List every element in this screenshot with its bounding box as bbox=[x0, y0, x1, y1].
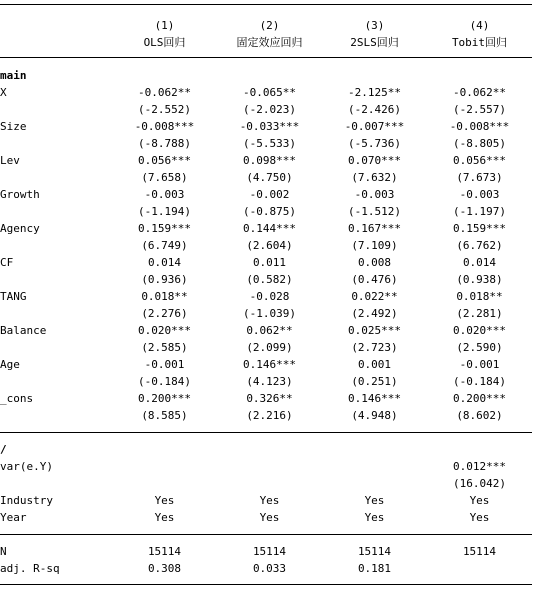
col-number-4: (4) bbox=[469, 19, 490, 32]
coef-row bbox=[0, 390, 532, 407]
tstat-cell: (-0.184) bbox=[453, 375, 506, 388]
tstat-cell: (-0.875) bbox=[243, 205, 296, 218]
tstat-row bbox=[0, 305, 532, 322]
row-label: Age bbox=[0, 358, 20, 371]
coef-cell: 0.326** bbox=[246, 392, 293, 405]
coef-cell: 0.056*** bbox=[138, 154, 191, 167]
row-label: N bbox=[0, 545, 7, 558]
tstat-row bbox=[0, 135, 532, 152]
coefficient-table bbox=[0, 67, 532, 424]
tstat-cell: (8.602) bbox=[456, 409, 503, 422]
coef-cell: 0.159*** bbox=[453, 222, 506, 235]
coef-cell: 0.167*** bbox=[348, 222, 401, 235]
tstat-cell: (-2.426) bbox=[348, 103, 401, 116]
tstat-cell: (0.936) bbox=[141, 273, 188, 286]
row-label: _cons bbox=[0, 392, 34, 405]
row-label: Size bbox=[0, 120, 27, 133]
row-label: TANG bbox=[0, 290, 27, 303]
table-row: (16.042) bbox=[453, 477, 506, 490]
coef-cell: 0.098*** bbox=[243, 154, 296, 167]
coef-cell: -0.002 bbox=[249, 188, 290, 201]
tstat-row bbox=[0, 271, 532, 288]
tstat-cell: (4.948) bbox=[351, 409, 398, 422]
coef-cell: -0.028 bbox=[249, 290, 290, 303]
coef-cell: 0.144*** bbox=[243, 222, 296, 235]
stats-table bbox=[0, 543, 532, 577]
tstat-cell: (6.762) bbox=[456, 239, 503, 252]
table-row: Industry Yes Yes Yes Yes bbox=[0, 494, 490, 507]
coef-row bbox=[0, 220, 532, 237]
table-row: N 15114 15114 15114 15114 bbox=[0, 545, 497, 558]
tstat-cell: (0.582) bbox=[246, 273, 293, 286]
tstat-cell: (2.281) bbox=[456, 307, 503, 320]
row-label: Lev bbox=[0, 154, 20, 167]
row-label: Growth bbox=[0, 188, 40, 201]
tstat-cell: (7.109) bbox=[351, 239, 398, 252]
coef-cell: 0.146*** bbox=[243, 358, 296, 371]
coef-cell: 0.018** bbox=[456, 290, 503, 303]
coef-cell: -0.003 bbox=[459, 188, 500, 201]
table-row: var(e.Y) 0.012*** bbox=[0, 460, 506, 473]
bottom-rule bbox=[0, 584, 532, 585]
stats-rule bbox=[0, 534, 532, 535]
col-model-1: OLS回归 bbox=[143, 36, 186, 49]
coef-cell: -0.008*** bbox=[134, 120, 195, 133]
top-rule bbox=[0, 4, 532, 5]
coef-cell: 0.200*** bbox=[453, 392, 506, 405]
coef-row bbox=[0, 356, 532, 373]
tstat-cell: (0.476) bbox=[351, 273, 398, 286]
section-slash-label: / bbox=[0, 443, 7, 456]
row-label: X bbox=[0, 86, 7, 99]
coef-cell: 0.146*** bbox=[348, 392, 401, 405]
coef-cell: -0.007*** bbox=[344, 120, 405, 133]
coef-cell: -0.065** bbox=[243, 86, 296, 99]
tstat-cell: (-1.197) bbox=[453, 205, 506, 218]
coef-row bbox=[0, 118, 532, 135]
tstat-cell: (4.750) bbox=[246, 171, 293, 184]
coef-row bbox=[0, 288, 532, 305]
col-number-2: (2) bbox=[259, 19, 280, 32]
coef-cell: 0.014 bbox=[147, 256, 182, 269]
coef-row bbox=[0, 322, 532, 339]
tstat-row bbox=[0, 373, 532, 390]
section-main-label: main bbox=[0, 69, 27, 82]
row-label: CF bbox=[0, 256, 14, 269]
coef-row bbox=[0, 84, 532, 101]
coef-cell: 0.025*** bbox=[348, 324, 401, 337]
tstat-row bbox=[0, 407, 532, 424]
coef-cell: 0.008 bbox=[357, 256, 392, 269]
tstat-cell: (-8.788) bbox=[138, 137, 191, 150]
coef-cell: 0.200*** bbox=[138, 392, 191, 405]
col-model-2: 固定效应回归 bbox=[236, 36, 303, 49]
tstat-cell: (7.673) bbox=[456, 171, 503, 184]
column-header bbox=[0, 17, 532, 51]
row-label: Agency bbox=[0, 222, 40, 235]
header-rule bbox=[0, 57, 532, 58]
tstat-cell: (0.251) bbox=[351, 375, 398, 388]
coef-row bbox=[0, 186, 532, 203]
coef-cell: 0.014 bbox=[462, 256, 497, 269]
coef-cell: 0.070*** bbox=[348, 154, 401, 167]
tstat-row bbox=[0, 169, 532, 186]
coef-cell: -0.003 bbox=[354, 188, 395, 201]
coef-cell: 0.018** bbox=[141, 290, 188, 303]
table-row: adj. R-sq 0.308 0.033 0.181 bbox=[0, 562, 392, 575]
coef-cell: 0.062** bbox=[246, 324, 293, 337]
tstat-cell: (4.123) bbox=[246, 375, 293, 388]
tstat-row bbox=[0, 203, 532, 220]
coef-cell: -2.125** bbox=[348, 86, 401, 99]
tstat-cell: (2.492) bbox=[351, 307, 398, 320]
tstat-cell: (-2.023) bbox=[243, 103, 296, 116]
col-model-4: Tobit回归 bbox=[451, 36, 508, 49]
coef-cell: -0.062** bbox=[453, 86, 506, 99]
tstat-cell: (7.632) bbox=[351, 171, 398, 184]
tstat-cell: (-0.184) bbox=[138, 375, 191, 388]
coef-cell: -0.033*** bbox=[239, 120, 300, 133]
tstat-row bbox=[0, 339, 532, 356]
row-label: Balance bbox=[0, 324, 47, 337]
coef-row bbox=[0, 254, 532, 271]
coef-cell: -0.001 bbox=[144, 358, 185, 371]
table-row: Year Yes Yes Yes Yes bbox=[0, 511, 490, 524]
coef-cell: 0.159*** bbox=[138, 222, 191, 235]
col-number-3: (3) bbox=[364, 19, 385, 32]
coef-cell: -0.062** bbox=[138, 86, 191, 99]
coef-cell: -0.001 bbox=[459, 358, 500, 371]
tstat-cell: (-2.557) bbox=[453, 103, 506, 116]
tstat-cell: (0.938) bbox=[456, 273, 503, 286]
coef-cell: 0.022** bbox=[351, 290, 398, 303]
tstat-cell: (-8.805) bbox=[453, 137, 506, 150]
tstat-cell: (-1.039) bbox=[243, 307, 296, 320]
tstat-cell: (-1.512) bbox=[348, 205, 401, 218]
section-rule bbox=[0, 432, 532, 433]
tstat-cell: (-5.736) bbox=[348, 137, 401, 150]
tstat-cell: (2.216) bbox=[246, 409, 293, 422]
row-label: adj. R-sq bbox=[0, 562, 60, 575]
col-model-3: 2SLS回归 bbox=[350, 36, 399, 49]
row-label: var(e.Y) bbox=[0, 460, 53, 473]
tstat-cell: (2.604) bbox=[246, 239, 293, 252]
coef-cell: 0.011 bbox=[252, 256, 287, 269]
tstat-cell: (2.723) bbox=[351, 341, 398, 354]
tstat-cell: (2.585) bbox=[141, 341, 188, 354]
coef-cell: -0.008*** bbox=[449, 120, 510, 133]
row-label: Industry bbox=[0, 494, 53, 507]
coef-cell: 0.001 bbox=[357, 358, 392, 371]
tstat-cell: (7.658) bbox=[141, 171, 188, 184]
coef-row bbox=[0, 152, 532, 169]
tstat-cell: (-5.533) bbox=[243, 137, 296, 150]
variance-table bbox=[0, 441, 532, 526]
coef-cell: 0.056*** bbox=[453, 154, 506, 167]
tstat-row bbox=[0, 101, 532, 118]
coef-cell: -0.003 bbox=[144, 188, 185, 201]
tstat-cell: (2.099) bbox=[246, 341, 293, 354]
col-number-1: (1) bbox=[154, 19, 175, 32]
tstat-cell: (6.749) bbox=[141, 239, 188, 252]
tstat-cell: (8.585) bbox=[141, 409, 188, 422]
tstat-cell: (-1.194) bbox=[138, 205, 191, 218]
tstat-cell: (2.590) bbox=[456, 341, 503, 354]
tstat-cell: (-2.552) bbox=[138, 103, 191, 116]
coef-cell: 0.020*** bbox=[453, 324, 506, 337]
tstat-row bbox=[0, 237, 532, 254]
tstat-cell: (2.276) bbox=[141, 307, 188, 320]
coef-cell: 0.020*** bbox=[138, 324, 191, 337]
row-label: Year bbox=[0, 511, 27, 524]
